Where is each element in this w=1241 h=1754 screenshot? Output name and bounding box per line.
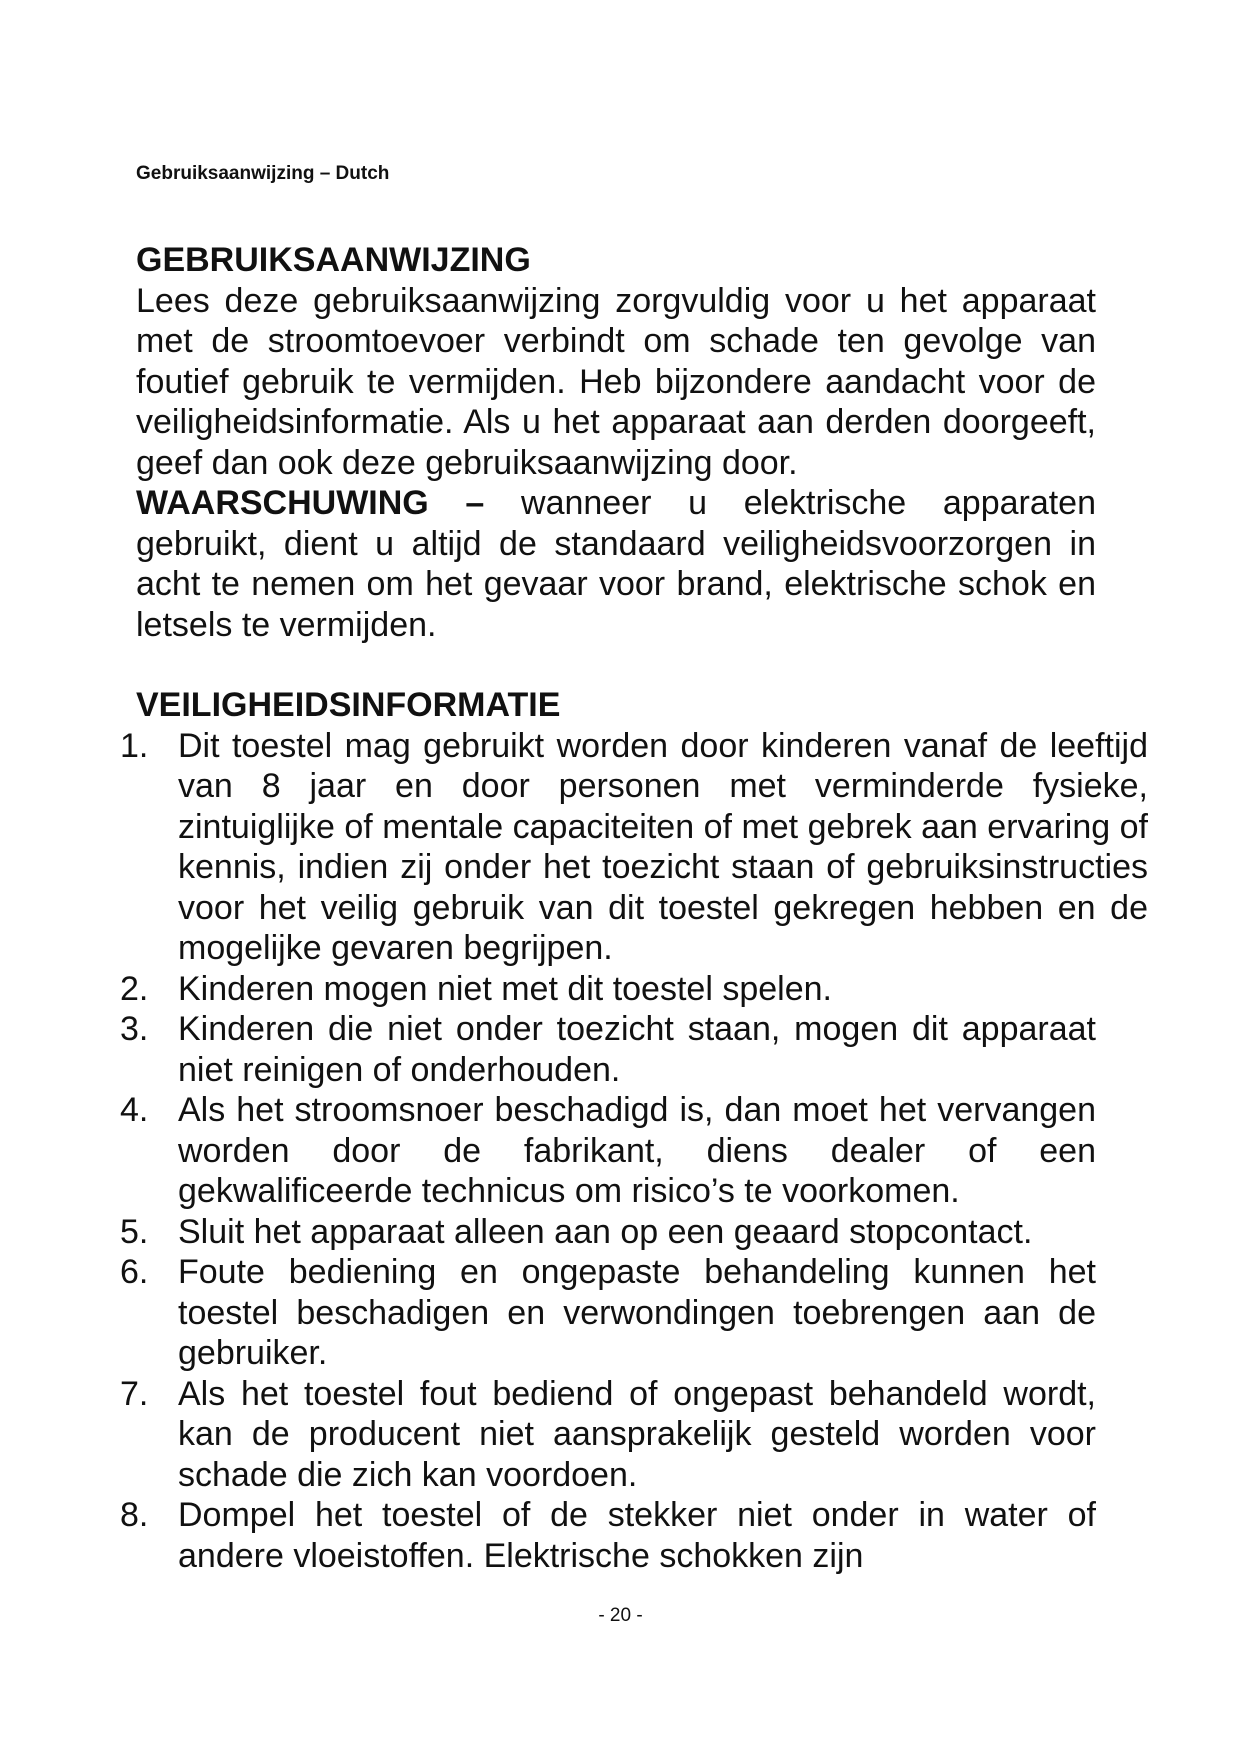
safety-list	[120, 726, 1148, 1577]
intro-paragraph: Lees deze gebruiksaanwijzing zorgvuldig voor u het apparaat met de stroomtoevoer verbindt om schade ten gevolge van foutief gebruik te vermijden. Heb bijzondere aandacht voor de veiligheidsinformatie. Als u het apparaat aan derden doorgeeft, geef dan ook deze gebruiksaanwijzing door.	[136, 281, 1096, 482]
safety-item	[120, 726, 1148, 969]
intro-section	[136, 240, 1096, 645]
page-content	[120, 240, 1148, 1576]
warning-text: wanneer u elektrische apparaten gebruikt, dient u altijd de standaard veiligheidsvoorzorgen in acht te nemen om het gevaar voor brand, elektrische schok en letsels te vermijden.	[136, 484, 1097, 644]
safety-item-number: 8.	[120, 1496, 149, 1534]
safety-item	[120, 1495, 1096, 1576]
safety-section	[120, 685, 1148, 1576]
safety-item-text: Als het stroomsnoer beschadigd is, dan moet het vervangen worden door de fabrikant, diens dealer of een gekwalificeerde technicus om risico’s te voorkomen.	[178, 1091, 1096, 1210]
warning-paragraph	[136, 483, 1096, 645]
safety-item-text: Kinderen mogen niet met dit toestel spelen.	[178, 969, 832, 1008]
safety-item-number: 1.	[120, 726, 149, 765]
safety-item	[120, 1009, 1096, 1090]
safety-item-number: 2.	[120, 969, 149, 1008]
safety-item-text: Dompel het toestel of de stekker niet onder in water of andere vloeistoffen. Elektrische schokken zijn	[178, 1496, 1096, 1575]
safety-item-number: 5.	[120, 1212, 149, 1251]
safety-item-text: Foute bediening en ongepaste behandeling kunnen het toestel beschadigen en verwondingen toebrengen aan de gebruiker.	[178, 1253, 1096, 1372]
safety-item-number: 3.	[120, 1010, 149, 1048]
safety-item	[120, 1252, 1096, 1374]
warning-label: WAARSCHUWING –	[136, 484, 485, 522]
safety-item-number: 6.	[120, 1253, 149, 1291]
section-spacer	[136, 645, 1096, 685]
safety-item-text: Dit toestel mag gebruikt worden door kinderen vanaf de leeftijd van 8 jaar en door personen met verminderde fysieke, zintuiglijke of mentale capaciteiten of met gebrek aan ervaring of kennis, indien zij onder het toezicht staan of gebruiksinstructies voor het veilig gebruik van dit toestel gekregen hebben en de mogelijke gevaren begrijpen.	[178, 726, 1148, 967]
intro-heading: GEBRUIKSAANWIJZING	[136, 241, 531, 279]
safety-item-number: 7.	[120, 1374, 149, 1413]
running-header: Gebruiksaanwijzing – Dutch	[136, 163, 390, 184]
safety-item	[120, 1374, 1096, 1496]
safety-item-text: Kinderen die niet onder toezicht staan, mogen dit apparaat niet reinigen of onderhouden.	[178, 1010, 1096, 1089]
page-number: - 20 -	[598, 1605, 643, 1626]
safety-item	[120, 1212, 1096, 1253]
safety-item	[120, 969, 1096, 1010]
safety-heading: VEILIGHEIDSINFORMATIE	[136, 686, 561, 724]
safety-item-number: 4.	[120, 1091, 149, 1129]
safety-item	[120, 1090, 1096, 1212]
safety-item-text: Als het toestel fout bediend of ongepast behandeld wordt, kan de producent niet aansprakelijk gesteld worden voor schade die zich kan voordoen.	[178, 1374, 1096, 1494]
safety-item-text: Sluit het apparaat alleen aan op een geaard stopcontact.	[178, 1212, 1033, 1251]
